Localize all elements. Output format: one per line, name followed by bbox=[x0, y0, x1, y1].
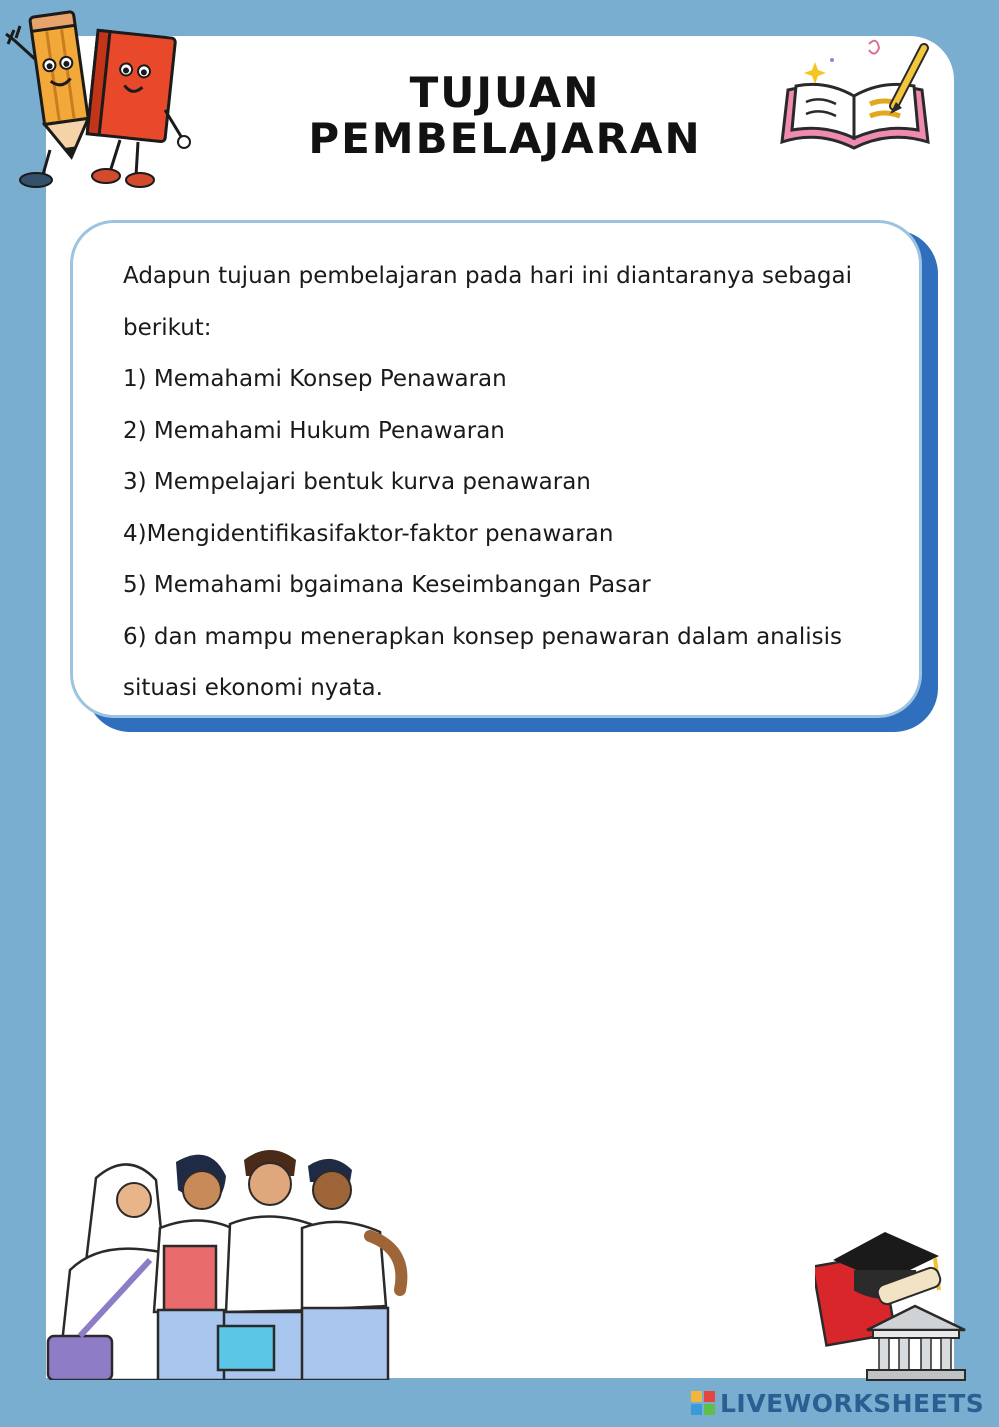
students-group-illustration bbox=[40, 1140, 420, 1380]
open-book-quill-icon bbox=[774, 30, 939, 180]
liveworksheets-logo-icon bbox=[690, 1390, 716, 1416]
page-title bbox=[250, 70, 760, 162]
title-line-1: TUJUAN bbox=[409, 68, 601, 117]
objectives-text bbox=[123, 251, 889, 715]
objective-item-3: 3) Mempelajari bentuk kurva penawaran bbox=[123, 469, 591, 495]
objective-item-1: 1) Memahami Konsep Penawaran bbox=[123, 366, 507, 392]
objective-item-6: 6) dan mampu menerapkan konsep penawaran dalam analisis situasi ekonomi nyata. bbox=[123, 623, 842, 701]
pencil-book-mascot-icon bbox=[0, 0, 200, 192]
objectives-intro: Adapun tujuan pembelajaran pada hari ini diantaranya sebagai berikut: bbox=[123, 263, 852, 341]
objective-item-2: 2) Memahami Hukum Penawaran bbox=[123, 417, 505, 444]
liveworksheets-footer bbox=[690, 1388, 984, 1418]
graduation-cap-building-icon bbox=[815, 1220, 985, 1390]
objectives-card bbox=[70, 220, 922, 718]
objective-item-5: 5) Memahami bgaimana Keseimbangan Pasar bbox=[123, 572, 651, 598]
footer-brand: LIVEWORKSHEETS bbox=[720, 1388, 985, 1418]
objective-item-4: 4)Mengidentifikasifaktor-faktor penawaran bbox=[123, 520, 614, 547]
title-line-2: PEMBELAJARAN bbox=[308, 114, 702, 163]
